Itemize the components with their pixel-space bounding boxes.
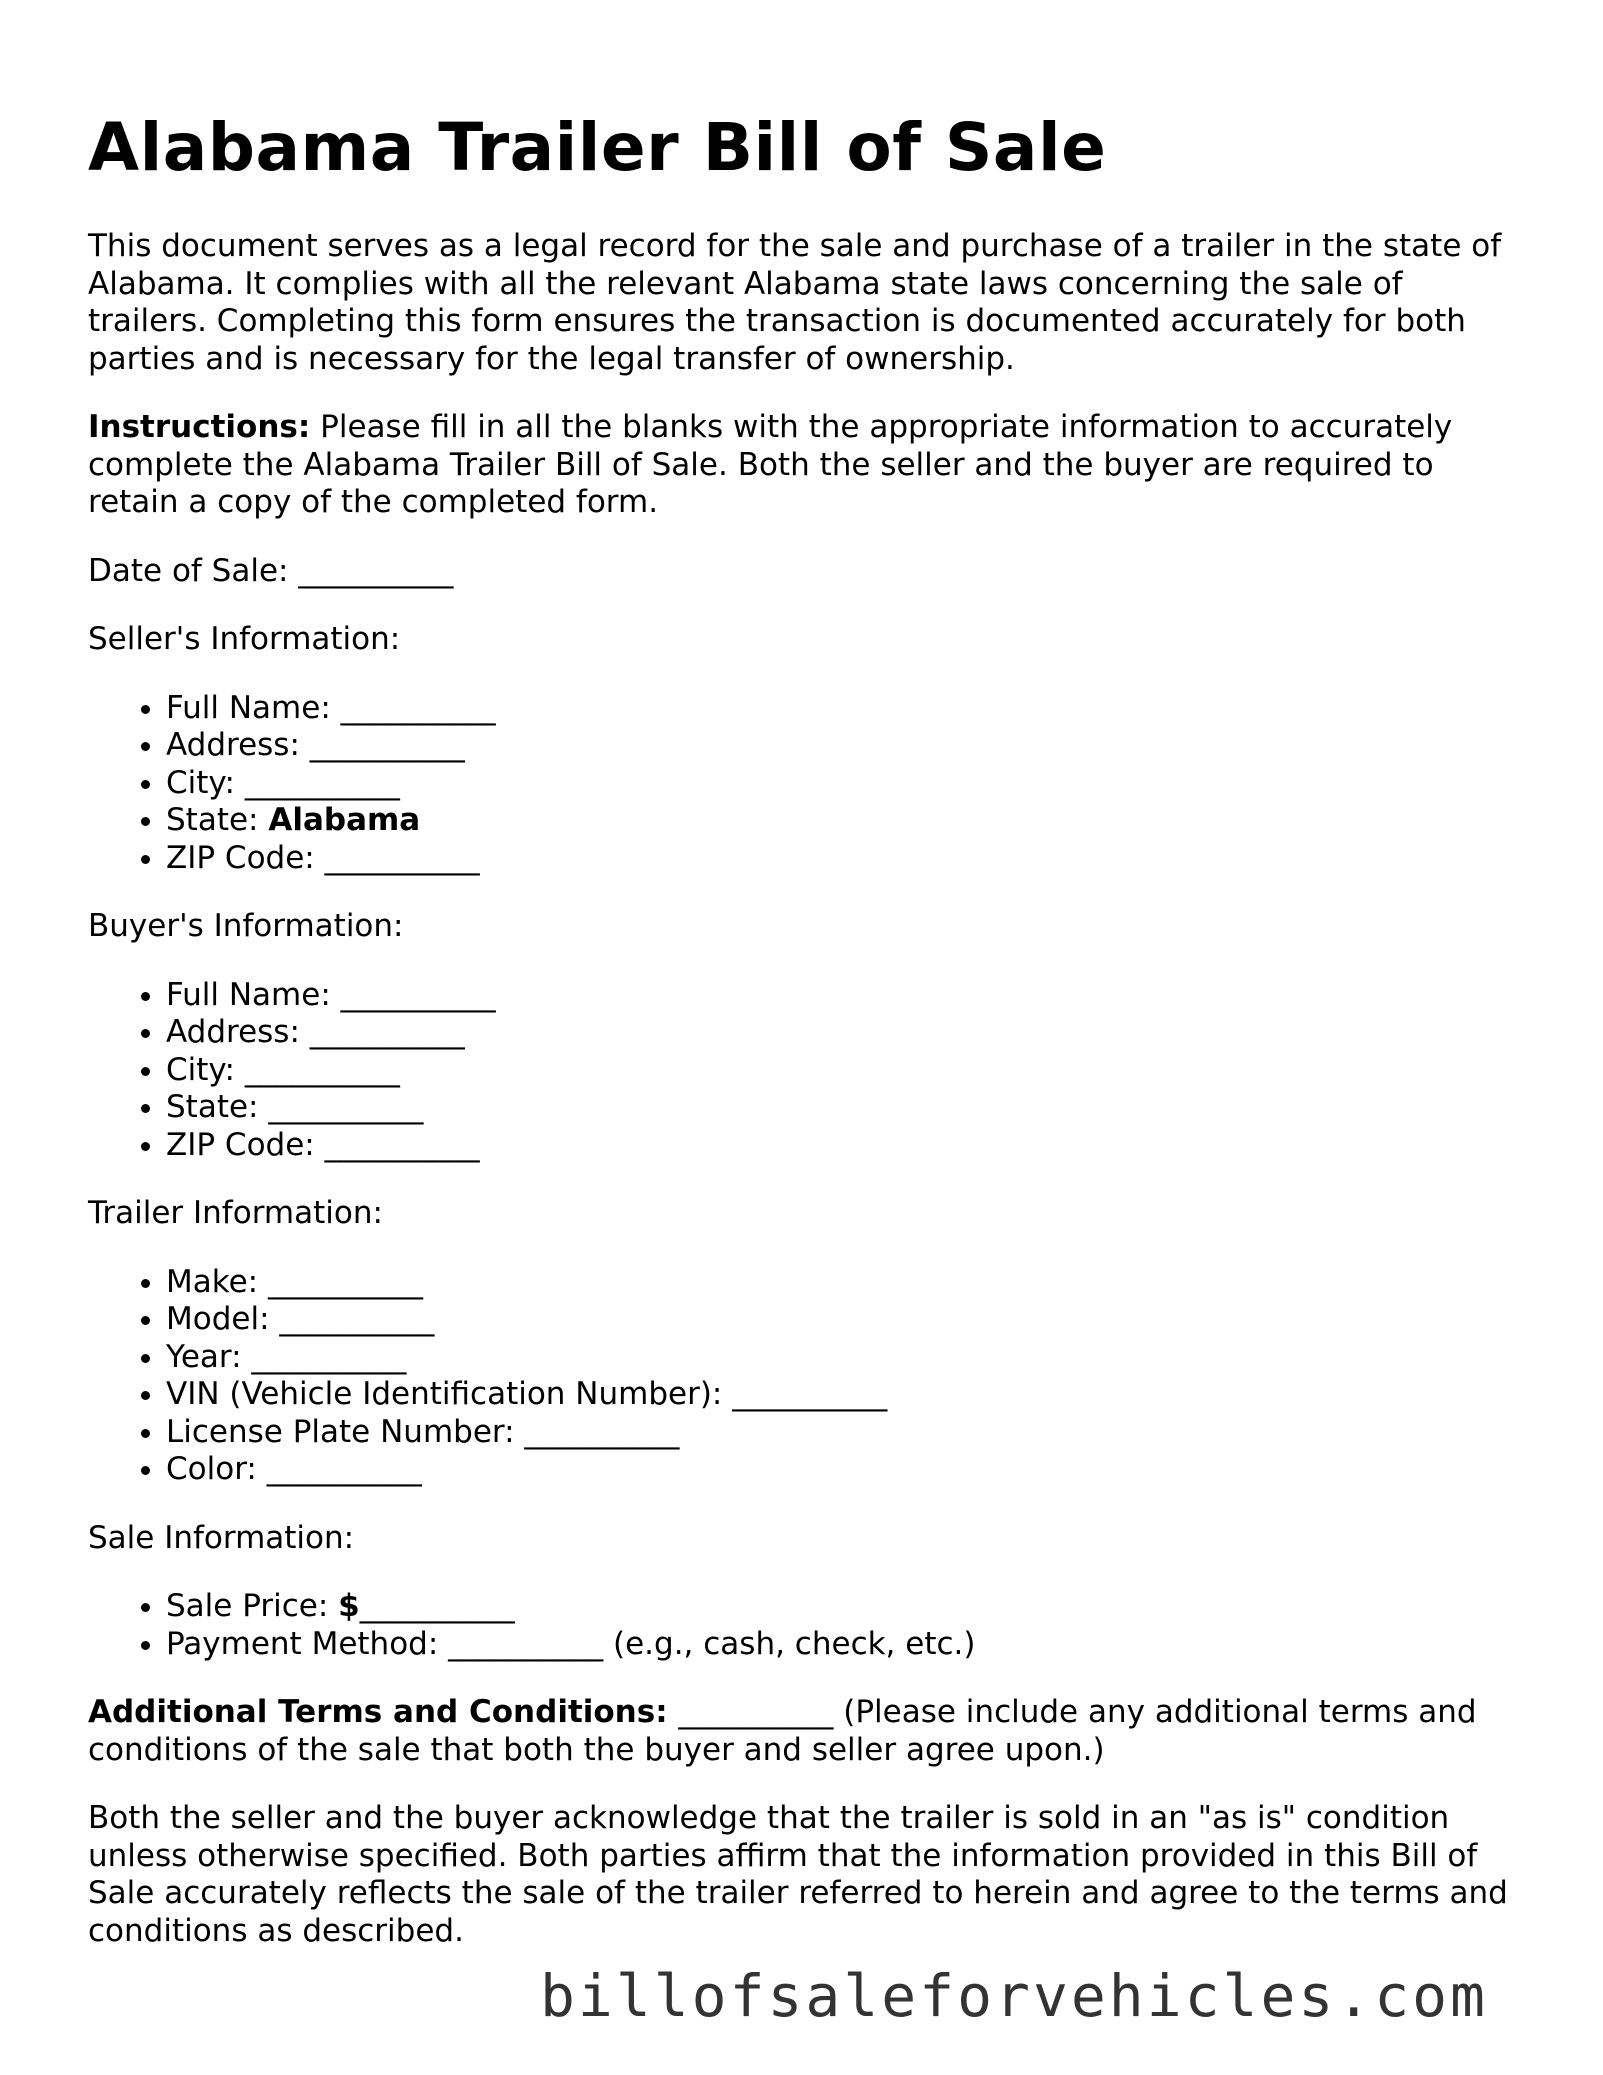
list-item bbox=[166, 727, 1518, 765]
document-page bbox=[88, 108, 1518, 1981]
list-item bbox=[166, 840, 1518, 878]
list-item bbox=[166, 977, 1518, 1015]
seller-zip-label: ZIP Code: bbox=[166, 839, 325, 876]
buyer-city-label: City: bbox=[166, 1051, 245, 1088]
buyer-full-name-label: Full Name: bbox=[166, 976, 341, 1013]
instructions-text: Please fill in all the blanks with the appropriate information to accurately complete the Alabama Trailer Bill of Sale. Both the seller and the buyer are required to retain a copy of the completed form. bbox=[88, 409, 1453, 520]
seller-address-blank[interactable]: __________ bbox=[309, 727, 465, 763]
terms-blank[interactable]: __________ bbox=[678, 1694, 834, 1730]
seller-list bbox=[88, 690, 1518, 878]
list-item bbox=[166, 1588, 1518, 1626]
trailer-heading: Trailer Information: bbox=[88, 1195, 383, 1231]
list-item bbox=[166, 1301, 1518, 1339]
sale-list bbox=[88, 1588, 1518, 1663]
buyer-address-label: Address: bbox=[166, 1014, 310, 1050]
trailer-plate-label: License Plate Number: bbox=[166, 1413, 525, 1450]
seller-heading: Seller's Information: bbox=[88, 621, 401, 657]
trailer-color-label: Color: bbox=[166, 1451, 267, 1487]
trailer-color-blank[interactable]: __________ bbox=[266, 1451, 422, 1487]
sale-price-label: Sale Price: bbox=[166, 1588, 339, 1624]
buyer-state-blank[interactable]: __________ bbox=[268, 1089, 424, 1125]
date-of-sale-blank[interactable]: __________ bbox=[298, 552, 454, 589]
list-item bbox=[166, 765, 1518, 803]
sale-heading: Sale Information: bbox=[88, 1519, 355, 1556]
trailer-year-blank[interactable]: __________ bbox=[251, 1338, 407, 1375]
seller-address-label: Address: bbox=[166, 727, 310, 763]
trailer-model-blank[interactable]: __________ bbox=[279, 1301, 435, 1337]
currency-symbol: $ bbox=[338, 1588, 360, 1624]
date-of-sale-line bbox=[88, 553, 1518, 591]
buyer-list bbox=[88, 977, 1518, 1165]
list-item bbox=[166, 1052, 1518, 1090]
seller-state-value: Alabama bbox=[268, 802, 421, 838]
watermark: billofsaleforvehicles.com bbox=[540, 1962, 1488, 2030]
instructions-paragraph bbox=[88, 409, 1518, 522]
list-item bbox=[166, 1264, 1518, 1302]
seller-full-name-blank[interactable]: __________ bbox=[340, 689, 496, 726]
buyer-zip-blank[interactable]: __________ bbox=[324, 1126, 480, 1163]
payment-method-label: Payment Method: bbox=[166, 1625, 449, 1662]
terms-text: (Please include any additional terms and conditions of the sale that both the buyer and seller agree upon.) bbox=[88, 1694, 1477, 1768]
list-item bbox=[166, 1626, 1518, 1664]
list-item bbox=[166, 1414, 1518, 1452]
payment-method-blank[interactable]: __________ bbox=[448, 1625, 604, 1662]
buyer-state-label: State: bbox=[166, 1089, 269, 1125]
terms-paragraph bbox=[88, 1694, 1518, 1769]
seller-city-blank[interactable]: __________ bbox=[244, 764, 400, 801]
trailer-make-label: Make: bbox=[166, 1263, 268, 1300]
buyer-full-name-blank[interactable]: __________ bbox=[340, 976, 496, 1013]
list-item bbox=[166, 1089, 1518, 1127]
intro-paragraph: This document serves as a legal record for the sale and purchase of a trailer in the state of Alabama. It complies with all the relevant Alabama state laws concerning the sale of trailers. Completing this form ensures the transaction is documented accurately for both parties and is necessary for the legal transfer of ownership. bbox=[88, 228, 1502, 377]
list-item bbox=[166, 802, 1518, 840]
list-item bbox=[166, 1376, 1518, 1414]
instructions-label: Instructions: bbox=[88, 409, 311, 445]
trailer-plate-blank[interactable]: __________ bbox=[524, 1413, 680, 1450]
seller-state-label: State: bbox=[166, 802, 269, 838]
trailer-vin-blank[interactable]: __________ bbox=[732, 1376, 888, 1412]
seller-full-name-label: Full Name: bbox=[166, 689, 341, 726]
sale-price-blank[interactable]: __________ bbox=[359, 1588, 515, 1624]
buyer-heading: Buyer's Information: bbox=[88, 908, 404, 944]
buyer-zip-label: ZIP Code: bbox=[166, 1126, 325, 1163]
trailer-vin-label: VIN (Vehicle Identification Number): bbox=[166, 1376, 733, 1412]
seller-zip-blank[interactable]: __________ bbox=[324, 839, 480, 876]
list-item bbox=[166, 1014, 1518, 1052]
seller-city-label: City: bbox=[166, 764, 245, 801]
trailer-make-blank[interactable]: __________ bbox=[267, 1263, 423, 1300]
acknowledgement-paragraph: Both the seller and the buyer acknowledge that the trailer is sold in an "as is" condition unless otherwise specified. Both parties affirm that the information provided in this Bill of Sale accurately reflects the sale of the trailer referred to herein and agree to the terms and conditions as described. bbox=[88, 1800, 1508, 1949]
date-of-sale-label: Date of Sale: bbox=[88, 552, 299, 589]
page-title: Alabama Trailer Bill of Sale bbox=[88, 109, 1107, 186]
payment-method-hint: (e.g., cash, check, etc.) bbox=[603, 1625, 976, 1662]
terms-label: Additional Terms and Conditions: bbox=[88, 1694, 679, 1730]
buyer-address-blank[interactable]: __________ bbox=[309, 1014, 465, 1050]
list-item bbox=[166, 1451, 1518, 1489]
trailer-model-label: Model: bbox=[166, 1301, 280, 1337]
trailer-year-label: Year: bbox=[166, 1338, 252, 1375]
buyer-city-blank[interactable]: __________ bbox=[244, 1051, 400, 1088]
trailer-list bbox=[88, 1264, 1518, 1489]
list-item bbox=[166, 1339, 1518, 1377]
list-item bbox=[166, 690, 1518, 728]
list-item bbox=[166, 1127, 1518, 1165]
